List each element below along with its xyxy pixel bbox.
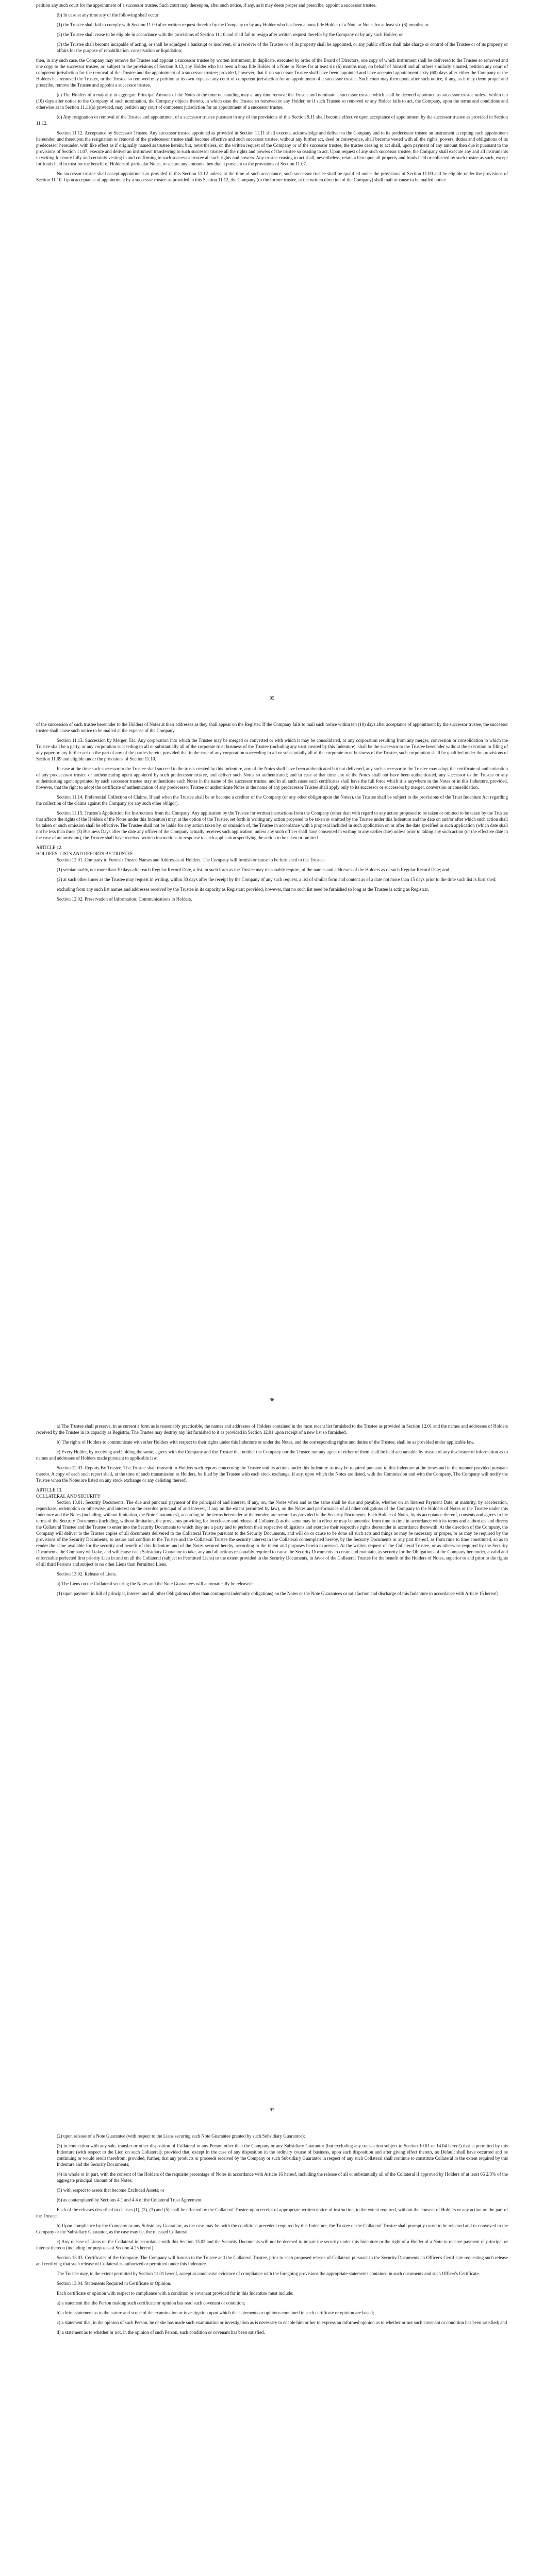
paragraph: b) Upon compliance by the Company or any Subsidiary Guarantor, as the case may be, with the conditions precedent required by this Indenture, the Trustee or the Collateral Trustee shall promptly cause to be released and re-conveyed to the Company or the Subsidiary Guarantor, as the case may be, the released Collateral.: [36, 2223, 508, 2234]
page-97: [36, 1423, 508, 1600]
paragraph: (b) In case at any time any of the following shall occur:: [57, 12, 160, 18]
paragraph: (2) at such other times as the Trustee may request in writing, within 30 days after the receipt by the Company of any such request, a list of similar form and content as of a date not more than 15 days prior to the time such list is furnished;: [57, 877, 497, 882]
paragraph: Section 12.03. Reports By Trustee. The Trustee shall transmit to Holders such reports concerning the Trustee and its actions under this Indenture as may be required pursuant to this Indenture at the times and in the manner provided pursuant thereto. A copy of each such report shall, at the time of such transmission to Holders, be filed by the Trustee with each stock exchange, if any, upon which the Notes are listed, with the Commission and with the Company. The Company will notify the Trustee when the Notes are listed on any stock exchange or any delisting thereof.: [36, 1465, 508, 1483]
paragraph: then, in any such case, the Company may remove the Trustee and appoint a successor trustee by written instrument, in duplicate, executed by order of the Board of Directors, one copy of which instrument shall be delivered to the Trustee so removed and one copy to the successor trustee, or, subject to the provisions of Section 9.13, any Holder who has been a bona fide Holder of a Note or Notes for at least six (6) months may, on behalf of himself and all others similarly situated, petition any court of competent jurisdiction for the removal of the Trustee and the appointment of a successor trustee; provided, however, that if no successor Trustee shall have been appointed and have accepted appointment sixty (60) days after either the Company or the Holders has removed the Trustee, or the Trustee so removed may petition at its own expense any court of competent jurisdiction for an appointment of a successor trustee. Such court may thereupon, after such notice, if any, as it may deem proper and prescribe, remove the Trustee and appoint a successor trustee.: [36, 58, 508, 88]
article-heading: HOLDERS' LISTS AND REPORTS BY TRUSTEE: [36, 851, 133, 856]
paragraph: Section 11.12. Acceptance by Successor Trustee. Any successor trustee appointed as provided in Section 11.11 shall execute, acknowledge and deliver to the Company and to its predecessor trustee an instrument accepting such appointment hereunder, and thereupon the resignation or removal of the predecessor trustee shall become effective and such successor trustee, without any further act, deed or conveyance, shall become vested with all the rights, powers, duties and obligations of its predecessor hereunder, with like effect as if originally named as trustee herein; but, nevertheless, on the written request of the Company or of the successor trustee, the trustee ceasing to act shall, upon payment of any amount then due it pursuant to the provisions of Section 11.07, execute and deliver an instrument transferring to such successor trustee all the rights and powers of the trustee so ceasing to act. Upon request of any such successor trustee, the Company shall execute any and all instruments in writing for more fully and certainly vesting in and confirming to such successor trustee all such rights and powers. Any trustee ceasing to act shall, nevertheless, retain a lien upon all property and funds held or collected by such trustee as such, except for funds held in trust for the benefit of Holders of particular Notes, to secure any amounts then due it pursuant to the provisions of Section 11.07.: [36, 130, 508, 166]
paragraph: (c) The Holders of a majority in aggregate Principal Amount of the Notes at the time outstanding may at any time remove the Trustee and nominate a successor trustee which shall be deemed appointed as successor trustee unless, within ten (10) days after notice to the Company of such nomination, the Company objects thereto, in which case the Trustee so removed or any Holder, or if such Trustee so removed or any Holder fails to act, the Company, upon the terms and conditions and otherwise as in Section 11.11(a) provided, may petition any court of competent jurisdiction for an appointment of a successor trustee.: [36, 92, 508, 110]
paragraph: Section 11.13. Succession by Merger, Etc. Any corporation into which the Trustee may be merged or converted or with which it may be consolidated, or any corporation resulting from any merger, conversion or consolidation to which the Trustee shall be a party, or any corporation succeeding to all or substantially all of the corporate trust business of the Trustee (including any trust created by this Indenture), shall be the successor to the Trustee hereunder without the execution or filing of any paper or any further act on the part of any of the parties hereto, provided that in the case of any corporation succeeding to all or substantially all of the corporate trust business of the Trustee, such corporation shall be qualified under the provisions of Section 11.09 and eligible under the provisions of Section 11.10.: [36, 738, 508, 761]
article-heading: ARTICLE 12.: [36, 845, 62, 850]
paragraph: (3) the Trustee shall become incapable of acting, or shall be adjudged a bankrupt or insolvent, or a receiver of the Trustee or of its property shall be appointed, or any public officer shall take charge or control of the Trustee or of its property or affairs for the purpose of rehabilitation, conservation or liquidation;: [57, 42, 508, 53]
paragraph: Section 11.14. Preferential Collection of Claims. If and when the Trustee shall be or become a creditor of the Company (or any other obligor upon the Notes), the Trustee shall be subject to the provisions of the Trust Indenture Act regarding the collection of the claims against the Company (or any such other obligor).: [36, 794, 508, 806]
paragraph: (6) as contemplated by Sections 4.1 and 4.4 of the Collateral Trust Agreement.: [57, 2197, 203, 2202]
paragraph: (5) with respect to assets that become Excluded Assets; or: [57, 2188, 164, 2193]
paragraph: c) Every Holder, by receiving and holding the same, agrees with the Company and the Trustee that neither the Company nor the Trustee nor any agent of either of them shall be held accountable by reason of any disclosure of information as to names and addresses of Holders made pursuant to applicable law.: [36, 1449, 508, 1461]
paragraph: Section 13.02. Release of Liens.: [57, 1571, 117, 1577]
page-98: [36, 2133, 508, 2339]
paragraph: (1) upon payment in full of principal, interest and all other Obligations (other than contingent indemnity obligations) on the Notes or the Note Guarantees or satisfaction and discharge of this Indenture in accordance with Article 15 hereof;: [57, 1591, 498, 1596]
paragraph: c) Any release of Liens on the Collateral in accordance with this Section 13.02 and the Security Documents will not be deemed to impair the security under this Indenture or the right of a Holder of a Note to receive payment of principal or interest thereon (including for purposes of Section 4.25 hereof).: [36, 2239, 508, 2250]
page-number: 97: [270, 2107, 274, 2112]
paragraph: Each of the releases described in clauses (1), (2), (3) and (5) shall be effected by the Collateral Trustee upon receipt of appropriate written notice of instruction, to the extent required, without the consent of Holders or any action on the part of the Trustee.: [36, 2207, 508, 2218]
paragraph: Section 12.01. Company to Furnish Trustee Names and Addresses of Holders. The Company will furnish or cause to be furnished to the Trustee:: [57, 857, 325, 862]
paragraph: Section 13.04. Statements Required in Certificate or Opinion.: [57, 2281, 171, 2286]
paragraph: (1) the Trustee shall fail to comply with Section 11.09 after written request therefor by the Company or by any Holder who has been a bona fide Holder of a Note or Notes for at least six (6) months; or: [57, 22, 428, 27]
paragraph: a) The Trustee shall preserve, in as current a form as is reasonably practicable, the names and addresses of Holders contained in the most recent list furnished to the Trustee as provided in Section 12.01 and the names and addresses of Holders received by the Trustee in its capacity as Registrar. The Trustee may destroy any list furnished to it as provided in Section 12.01 upon receipt of a new list so furnished.: [36, 1423, 508, 1435]
paragraph: c) a statement that, in the opinion of such Person, he or she has made such examination or investigation as is necessary to enable him or her to express an informed opinion as to whether or not such covenant or condition has been satisfied; and: [57, 2320, 507, 2325]
paragraph: No successor trustee shall accept appointment as provided in this Section 11.12 unless, at the time of such acceptance, such successor trustee shall be qualified under the provisions of Section 11.09 and be eligible under the provisions of Section 11.10. Upon acceptance of appointment by a successor trustee as provided in this Section 11.12, the Company (or the former trustee, at the written direction of the Company) shall mail or cause to be mailed notice: [36, 171, 508, 182]
paragraph: (d) Any resignation or removal of the Trustee and appointment of a successor trustee pursuant to any of the provisions of this Section 9.11 shall become effective upon acceptance of appointment by the successor trustee as provided in Section 11.12.: [36, 114, 508, 126]
paragraph: Each certificate or opinion with respect to compliance with a condition or covenant provided for in this Indenture must include:: [57, 2291, 294, 2296]
page-96: [36, 721, 508, 906]
paragraph: Section 12.02. Preservation of Information; Communications to Holders.: [57, 896, 192, 902]
article-heading: ARTICLE 13.: [36, 1487, 62, 1493]
paragraph: b) a brief statement as to the nature and scope of the examination or investigation upon which the statements or opinions contained in such certificate or opinion are based;: [57, 2310, 374, 2315]
page-number: 95: [270, 696, 274, 701]
paragraph: Section 13.01. Security Documents. The due and punctual payment of the principal of and interest, if any, on, the Notes when and as the same shall be due and payable, whether on an Interest Payment Date, at maturity, by acceleration, repurchase, redemption or otherwise, and interest on the overdue principal of and interest, if any on the extent permitted by law), on the Notes and performance of all other obligations of the Company to the Holders of Notes or the Trustee under this Indenture and the Notes (including, without limitation, the Note Guarantees), according to the terms hereunder or thereunder, are secured as provided in the Security Documents. Each Holder of Notes, by its acceptance thereof, consents and agrees to the terms of the Security Documents (including, without limitation, the provisions providing for foreclosure and release of Collateral) as the same may be in effect or may be amended from time to time in accordance with its terms and authorizes and directs the Collateral Trustee and the Trustee to enter into the Security Documents to which they are a party and to perform their respective obligations and exercise their respective rights thereunder in accordance therewith. At the direction of the Company, the Company will deliver to the Trustee copies of all documents delivered to the Collateral Trustee pursuant to the Security Documents, and will do or cause to be done all such acts and things as may be necessary or proper, or as may be required by the provisions of the Security Documents, to assure and confirm to the Trustee and the Collateral Trustee the security interest in the Collateral contemplated hereby, by the Security Documents or any part thereof, as from time to time constituted, so as to render the same available for the security and benefit of this Indenture and of the Notes secured hereby, according to the intent and purposes herein expressed. At the written request of the Collateral Trustee, or as otherwise required by the Security Documents, the Company will take, and will cause each Subsidiary Guarantor to take, any and all actions reasonably required to cause the Security Documents to create and maintain, as security for the Obligations of the Company hereunder, a valid and enforceable perfected first priority Lien in and on all the Collateral (subject to Permitted Liens) to the extent provided in the Security Documents, in favor of the Collateral Trustee for the benefit of the Holders of Notes, superior to and prior to the rights of all third Persons and subject to no other Liens than Permitted Liens.: [36, 1500, 508, 1567]
paragraph: b) The rights of Holders to communicate with other Holders with respect to their rights under this Indenture or under the Notes, and the corresponding rights and duties of the Trustee, shall be as provided under applicable law.: [57, 1439, 475, 1445]
paragraph: (2) the Trustee shall cease to be eligible in accordance with the provisions of Section 11.10 and shall fail to resign after written request therefor by the Company or by any such Holder; or: [57, 32, 403, 37]
paragraph: Section 11.15. Trustee's Application for Instructions from the Company. Any application by the Trustee for written instructions from the Company (other than with regard to any action proposed to be taken or omitted to be taken by the Trustee that affects the rights of the Holders of the Notes under this Indenture) may, at the option of the Trustee, set forth in writing any action proposed to be taken or omitted by the Trustee under this Indenture and the date on and/or after which such action shall be taken or such omission shall be effective. The Trustee shall not be liable for any action taken by, or omission of, the Trustee in accordance with a proposal included in such application on or after the date specified in such application (which date shall not be less than three (3) Business Days after the date any officer of the Company actually receives such application, unless any such officer shall have consented in writing to any earlier date) unless prior to taking any such action (or the effective date in the case of an omission), the Trustee shall have received written instructions in response to such application specifying the action to be taken or omitted.: [36, 810, 508, 840]
paragraph: (4) in whole or in part, with the consent of the Holders of the requisite percentage of Notes in accordance with Article 16 hereof, including the release of all or substantially all of the Collateral if approved by Holders of at least 66 2/3% of the aggregate principal amount of the Notes;: [57, 2172, 508, 2183]
page-95: [36, 2, 508, 187]
article-heading: COLLATERAL AND SECURITY: [36, 1494, 101, 1499]
paragraph: In case at the time such successor to the Trustee shall succeed to the trusts created by this Indenture, any of the Notes shall have been authenticated but not delivered, any such successor to the Trustee may adopt the certificate of authentication of any predecessor trustee or authenticating agent appointed by such predecessor trustee, and deliver such Notes so authenticated; and in case at that time any of the Notes shall not have been authenticated, any successor to the Trustee or any authenticating agent appointed by such successor trustee may authenticate such Notes in the name of the successor trustee; and in all such cases such certificates shall have the full force which it is anywhere in the Notes or in this Indenture, provided, however, that the right to adopt the certificate of authentication of any predecessor Trustee or authenticate Notes in the name of any predecessor Trustee shall apply only to its successor or successors by merger, conversion or consolidation.: [36, 766, 508, 790]
paragraph: The Trustee may, to the extent permitted by Section 11.01 hereof, accept as conclusive evidence of compliance with the foregoing provisions the appropriate statements contained in such documents and such Officer's Certificate.: [57, 2271, 480, 2276]
paragraph: petition any such court for the appointment of a successor trustee. Such court may thereupon, after such notice, if any, as it may deem proper and prescribe, appoint a successor trustee.: [36, 3, 377, 8]
paragraph: excluding from any such list names and addresses received by the Trustee in its capacity as Registrar; provided, however, that no such list need be furnished so long as the Trustee is acting as Registrar.: [57, 887, 429, 892]
paragraph: Section 13.03. Certificates of the Company. The Company will furnish to the Trustee and the Collateral Trustee, prior to each proposed release of Collateral pursuant to the Security Documents an Officer's Certificate requesting such release and certifying that such release of Collateral is authorized or permitted under this Indenture.: [36, 2255, 508, 2266]
paragraph: (1) semiannually, not more than 10 days after each Regular Record Date, a list, in such form as the Trustee may reasonably require, of the names and addresses of the Holders as of such Regular Record Date; and: [57, 867, 449, 872]
paragraph: (3) in connection with any sale, transfer or other disposition of Collateral to any Person other than the Company or any Subsidiary Guarantor (but excluding any transaction subject to Section 10.01 or 14.04 hereof) that is permitted by this Indenture (with respect to the Lien on such Collateral); provided that, except in the case of any disposition in the ordinary course of business, upon such disposition and after giving effect thereto, no Default shall have occurred and be continuing or would result therefrom; provided, further, that any products or proceeds received by the Company or such Subsidiary Guarantor in respect of any such Collateral shall continue to constitute Collateral to the extent required by this Indenture and the Security Documents;: [57, 2143, 508, 2167]
paragraph: d) a statement as to whether or not, in the opinion of such Person, such condition or covenant has been satisfied.: [57, 2330, 265, 2335]
paragraph: of the succession of such trustee hereunder to the Holders of Notes at their addresses as they shall appear on the Register. If the Company fails to mail such notice within ten (10) days after acceptance of appointment by the successor trustee, the successor trustee shall cause such notice to be mailed at the expense of the Company.: [36, 722, 508, 733]
paragraph: (2) upon release of a Note Guarantee (with respect to the Liens securing such Note Guarantee granted by such Subsidiary Guarantor);: [57, 2133, 305, 2139]
page-number: 96: [270, 1397, 274, 1402]
paragraph: a) The Liens on the Collateral securing the Notes and the Note Guarantees will automatically be released:: [57, 1581, 253, 1586]
paragraph: a) a statement that the Person making such certificate or opinion has read such covenant or condition;: [57, 2300, 245, 2306]
